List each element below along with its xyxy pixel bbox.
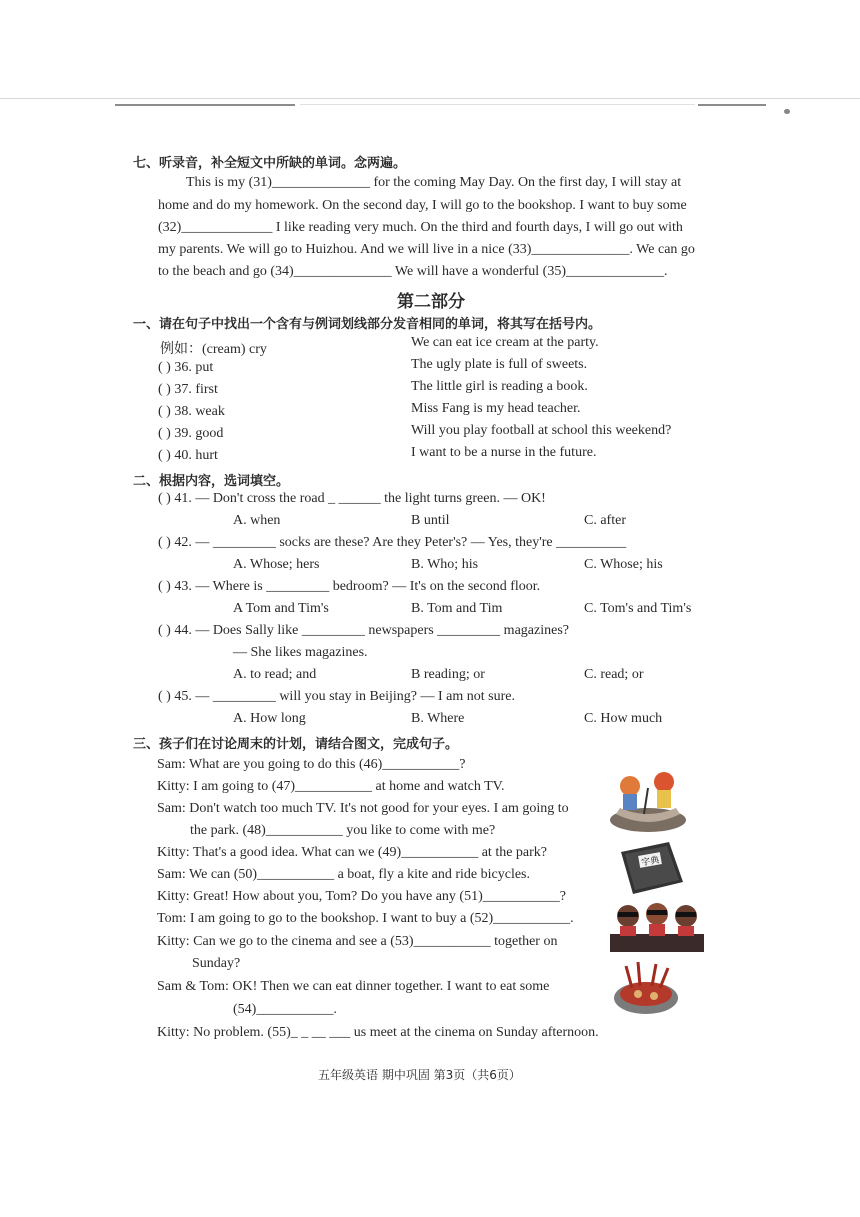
scan-top-line <box>0 98 860 99</box>
boat-picture <box>608 768 688 838</box>
item-36-right: The ugly plate is full of sweets. <box>411 357 588 372</box>
q45-stem: ( ) 45. — _________ will you stay in Beijing? — I am not sure. <box>158 689 515 704</box>
dialogue-line-52: Tom: I am going to go to the bookshop. I want to buy a (52)___________. <box>157 911 574 926</box>
q41-stem: ( ) 41. — Don't cross the road _ ______ the light turns green. — OK! <box>158 491 546 506</box>
dialogue-line-46: Sam: What are you going to do this (46)___________? <box>157 757 466 772</box>
q42-option-c: C. Whose; his <box>584 557 663 572</box>
dialogue-line-47: Kitty: I am going to (47)___________ at home and watch TV. <box>157 779 505 794</box>
item-36-left: ( ) 36. put <box>158 360 214 375</box>
section1-title: 一、请在句子中找出一个含有与例词划线部分发音相同的单词，将其写在括号内。 <box>133 317 602 332</box>
dialogue-line-48: the park. (48)___________ you like to come with me? <box>190 823 496 838</box>
q44-option-c: C. read; or <box>584 667 644 682</box>
scan-rule-right <box>698 104 766 106</box>
dialogue-line-sunday: Sunday? <box>192 956 241 971</box>
section2-title: 二、根据内容，选词填空。 <box>133 474 290 489</box>
item-37-left: ( ) 37. first <box>158 382 218 397</box>
item-39-left: ( ) 39. good <box>158 426 224 441</box>
section7-title: 七、听录音，补全短文中所缺的单词。念两遍。 <box>133 156 407 171</box>
item-38-left: ( ) 38. weak <box>158 404 225 419</box>
item-37-right: The little girl is reading a book. <box>411 379 588 394</box>
dictionary-picture <box>617 840 685 896</box>
q41-option-c: C. after <box>584 513 626 528</box>
q45-option-c: C. How much <box>584 711 663 726</box>
item-40-right: I want to be a nurse in the future. <box>411 445 597 460</box>
cinema-audience-picture <box>610 898 704 954</box>
q42-option-a: A. Whose; hers <box>233 557 320 572</box>
scan-rule-left <box>115 104 295 106</box>
q43-option-c: C. Tom's and Tim's <box>584 601 692 616</box>
section7-line-1: This is my (31)______________ for the coming May Day. On the first day, I will stay at <box>186 175 682 190</box>
dialogue-line-51: Kitty: Great! How about you, Tom? Do you have any (51)___________? <box>157 889 566 904</box>
section7-line-3: (32)_____________ I like reading very much. On the third and fourth days, I will go out with <box>158 220 683 235</box>
section7-line-2: home and do my homework. On the second day, I will go to the bookshop. I want to buy some <box>158 198 687 213</box>
section7-line-5: to the beach and go (34)______________ We will have a wonderful (35)______________. <box>158 264 668 279</box>
q42-option-b: B. Who; his <box>411 557 479 572</box>
dialogue-line-55: Kitty: No problem. (55)_ _ __ ___ us meet at the cinema on Sunday afternoon. <box>157 1025 599 1040</box>
q44-stem: ( ) 44. — Does Sally like _________ newspapers _________ magazines? <box>158 623 569 638</box>
item-40-left: ( ) 40. hurt <box>158 448 218 463</box>
scan-dot <box>784 109 790 114</box>
q43-option-b: B. Tom and Tim <box>411 601 503 616</box>
food-plate-picture <box>612 958 680 1016</box>
q44-option-a: A. to read; and <box>233 667 317 682</box>
q41-option-a: A. when <box>233 513 281 528</box>
q44-option-b: B reading; or <box>411 667 485 682</box>
item-38-right: Miss Fang is my head teacher. <box>411 401 581 416</box>
dialogue-line-49: Kitty: That's a good idea. What can we (49)___________ at the park? <box>157 845 548 860</box>
example-right: We can eat ice cream at the party. <box>411 335 599 350</box>
q41-option-b: B until <box>411 513 450 528</box>
dialogue-line-53: Kitty: Can we go to the cinema and see a (53)___________ together on <box>157 934 558 949</box>
dictionary-label: 字典 <box>640 855 661 869</box>
dialogue-line-sam: Sam: Don't watch too much TV. It's not good for your eyes. I am going to <box>157 801 569 816</box>
example-left: 例如：(cream) cry <box>160 342 267 357</box>
q45-option-b: B. Where <box>411 711 465 726</box>
scan-rule-mid <box>300 104 695 105</box>
q44-answer-line: — She likes magazines. <box>233 645 368 660</box>
item-39-right: Will you play football at school this weekend? <box>411 423 672 438</box>
dialogue-line-54: (54)___________. <box>233 1002 337 1017</box>
part2-title: 第二部分 <box>397 292 465 312</box>
q45-option-a: A. How long <box>233 711 306 726</box>
dialogue-line-50: Sam: We can (50)___________ a boat, fly a kite and ride bicycles. <box>157 867 531 882</box>
q43-stem: ( ) 43. — Where is _________ bedroom? — It's on the second floor. <box>158 579 541 594</box>
section3-title: 三、孩子们在讨论周末的计划，请结合图文，完成句子。 <box>133 737 459 752</box>
dialogue-line-samtom: Sam & Tom: OK! Then we can eat dinner together. I want to eat some <box>157 979 550 994</box>
section7-line-4: my parents. We will go to Huizhou. And we will live in a nice (33)______________. We can go <box>158 242 695 257</box>
page-footer: 五年级英语 期中巩固 第3页（共6页） <box>318 1068 521 1082</box>
q42-stem: ( ) 42. — _________ socks are these? Are they Peter's? — Yes, they're __________ <box>158 535 627 550</box>
q43-option-a: A Tom and Tim's <box>233 601 329 616</box>
